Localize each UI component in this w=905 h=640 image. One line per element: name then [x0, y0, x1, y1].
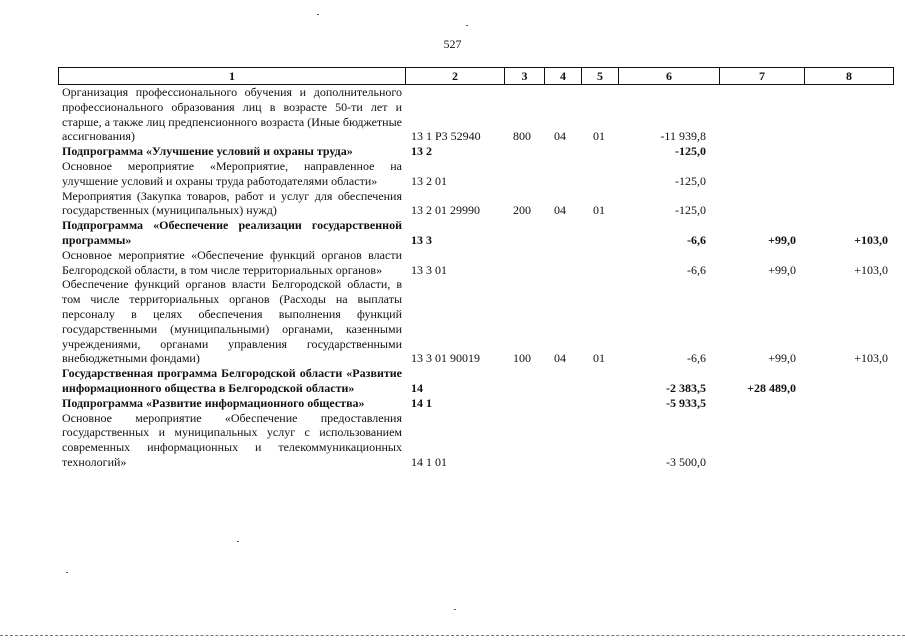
row-subsection: 01	[593, 351, 605, 366]
scan-speck	[317, 14, 319, 15]
table-row	[58, 189, 894, 219]
row-code: 13 2 01 29990	[411, 203, 480, 218]
row-amount-col8: +103,0	[854, 232, 888, 247]
column-header-1: 1	[229, 69, 235, 83]
row-subsection: 01	[593, 203, 605, 218]
row-amount-col7: +99,0	[768, 232, 796, 247]
row-amount-col7: +99,0	[768, 262, 796, 277]
row-subsection: 01	[593, 129, 605, 144]
row-amount-col7: +99,0	[768, 351, 796, 366]
row-amount-col6: -11 939,8	[660, 129, 706, 144]
row-amount-col6: -2 383,5	[666, 380, 706, 395]
table-row	[58, 277, 894, 366]
table-row	[58, 159, 894, 189]
row-amount-col8: +103,0	[854, 351, 888, 366]
row-section: 04	[554, 129, 566, 144]
row-description: Обеспечение функций органов власти Белгородской области, в том числе территориальных органов (Расходы на выплаты персоналу в целях обеспечения выполнения функций государственными (муниципальными) органами, казенными учреждениями, органами управления государственными внебюджетными фондами)	[62, 277, 402, 366]
row-description: Подпрограмма «Обеспечение реализации государственной программы»	[62, 218, 402, 247]
column-header-2: 2	[405, 68, 504, 84]
row-code: 13 3 01 90019	[411, 351, 480, 366]
table-header	[58, 67, 894, 85]
table-row	[58, 144, 894, 159]
column-header-5: 5	[581, 68, 618, 84]
row-code: 14 1	[411, 395, 432, 410]
row-description: Мероприятия (Закупка товаров, работ и услуг для обеспечения государственных (муниципальных) нужд)	[62, 188, 402, 218]
row-expense-type: 100	[513, 351, 531, 366]
row-description: Подпрограмма «Развитие информационного общества»	[62, 395, 365, 410]
row-description: Основное мероприятие «Обеспечение предоставления государственных и муниципальных услуг с использованием современных информационных и телекоммуникационных технологий»	[62, 410, 402, 469]
row-code: 13 2	[411, 144, 432, 159]
scan-speck	[237, 541, 239, 542]
row-code: 14 1 01	[411, 454, 447, 469]
row-amount-col8: +103,0	[854, 262, 888, 277]
row-amount-col6: -125,0	[675, 144, 706, 159]
table-row	[58, 218, 894, 248]
row-section: 04	[554, 203, 566, 218]
page-number: 527	[443, 37, 462, 51]
row-description: Подпрограмма «Улучшение условий и охраны труда»	[62, 144, 353, 159]
budget-table	[58, 67, 894, 470]
row-description: Основное мероприятие «Обеспечение функций органов власти Белгородской области, в том числе территориальных органов»	[62, 247, 402, 277]
row-amount-col6: -3 500,0	[666, 454, 706, 469]
row-description: Организация профессионального обучения и дополнительного профессионального образования лиц в возрасте 50-ти лет и старше, а также лиц предпенсионного возраста (Иные бюджетные ассигнования)	[62, 85, 402, 144]
row-code: 13 3	[411, 232, 432, 247]
scan-speck	[466, 25, 468, 26]
row-code: 13 3 01	[411, 262, 447, 277]
table-row	[58, 411, 894, 470]
column-header-7: 7	[719, 68, 804, 84]
column-header-8: 8	[804, 68, 893, 84]
row-amount-col6: -6,6	[687, 351, 706, 366]
row-amount-col6: -6,6	[687, 262, 706, 277]
row-amount-col7: +28 489,0	[747, 380, 796, 395]
column-header-4: 4	[544, 68, 581, 84]
row-code: 14	[411, 380, 423, 395]
table-row	[58, 248, 894, 278]
row-description: Государственная программа Белгородской области «Развитие информационного общества в Белгородской области»	[62, 366, 402, 395]
row-code: 13 1 P3 52940	[411, 129, 481, 144]
row-section: 04	[554, 351, 566, 366]
page-bottom-rule	[0, 635, 905, 636]
row-amount-col6: -5 933,5	[666, 395, 706, 410]
row-amount-col6: -125,0	[675, 203, 706, 218]
table-row	[58, 85, 894, 144]
column-header-3: 3	[504, 68, 544, 84]
scan-speck	[454, 609, 456, 610]
row-description: Основное мероприятие «Мероприятие, направленное на улучшение условий и охраны труда работодателями области»	[62, 158, 402, 188]
row-code: 13 2 01	[411, 173, 447, 188]
column-header-6: 6	[618, 68, 719, 84]
row-expense-type: 200	[513, 203, 531, 218]
scan-speck	[66, 572, 68, 573]
row-amount-col6: -125,0	[675, 173, 706, 188]
row-amount-col6: -6,6	[687, 232, 706, 247]
table-row	[58, 396, 894, 411]
table-row	[58, 366, 894, 396]
row-expense-type: 800	[513, 129, 531, 144]
